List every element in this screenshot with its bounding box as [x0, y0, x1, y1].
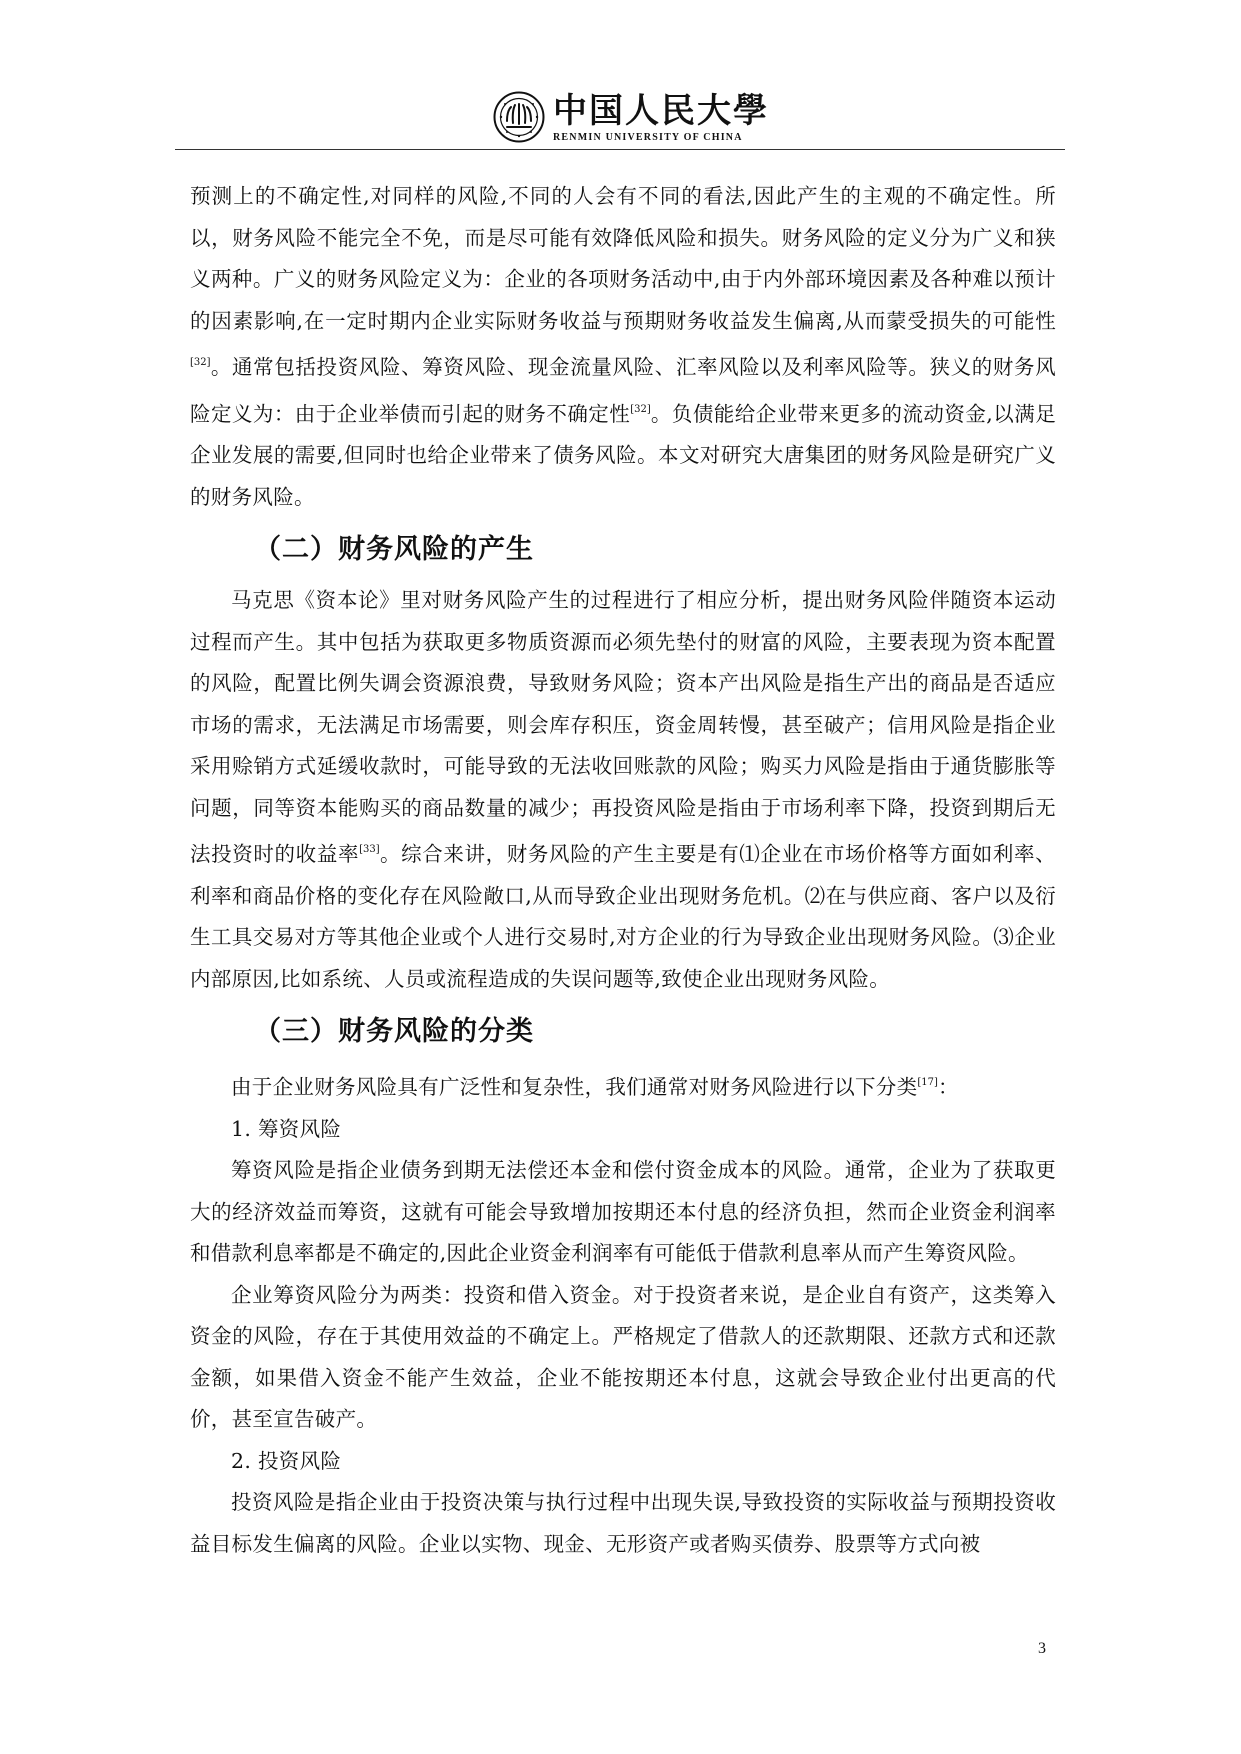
subheading-financing-risk: 1. 筹资风险: [231, 1116, 342, 1141]
citation-32: [32]: [630, 403, 651, 415]
text-run: 。综合来讲，财务风险的产生主要是有⑴企业在市场价格等方面如利率、利率和商品价格的变化存在风险敞口,从而导致企业出现财务危机。⑵在与供应商、客户以及衍生工具交易对方等其他企业或个人进行交易时,对方企业的行为导致企业出现财务风险。⑶企业内部原因,比如系统、人员或流程造成的失误问题等,致使企业出现财务风险。: [190, 842, 1056, 991]
paragraph-financing-risk: 筹资风险是指企业债务到期无法偿还本金和偿付资金成本的风险。通常，企业为了获取更大的经济效益而筹资，这就有可能会导致增加按期还本付息的经济负担，然而企业资金利润率和借款利息率都是不确定的,因此企业资金利润率有可能低于借款利息率从而产生筹资风险。: [190, 1158, 1056, 1265]
citation-32: [32]: [190, 357, 211, 368]
text-run: ：: [937, 1075, 959, 1099]
text-run: 预测上的不确定性,对同样的风险,不同的人会有不同的看法,因此产生的主观的不确定性。所以，财务风险不能完全不免，而是尽可能有效降低风险和损失。财务风险的定义分为广义和狭义两种。广义的财务风险定义为：企业的各项财务活动中,由于内外部环境因素及各种难以预计的因素影响,在一定时期内企业实际财务收益与预期财务收益发生偏离,从而蒙受损失的可能性: [190, 184, 1056, 333]
page-number: 3: [1038, 1640, 1046, 1657]
section-heading-risk-origin: （二）财务风险的产生: [254, 534, 534, 565]
header-divider: [175, 149, 1065, 150]
paragraph-financing-risk-types: 企业筹资风险分为两类：投资和借入资金。对于投资者来说，是企业自有资产，这类筹入资金的风险，存在于其使用效益的不确定上。严格规定了借款人的还款期限、还款方式和还款金额，如果借入资金不能产生效益，企业不能按期还本付息，这就会导致企业付出更高的代价，甚至宣告破产。: [190, 1282, 1056, 1431]
text-run: 。通常包括投资风险、筹资风险、现金流量风险、汇率风险以及利率风险等。狭义的财务风险定义为：由于企业举债而引起的财务不确定性: [190, 355, 1056, 426]
text-run: 。负债能给企业带来更多的流动资金,以满足企业发展的需要,但同时也给企业带来了债务风险。本文对研究大唐集团的财务风险是研究广义的财务风险。: [190, 401, 1056, 509]
page-header: [175, 85, 1065, 151]
text-run: 马克思《资本论》里对财务风险产生的过程进行了相应分析，提出财务风险伴随资本运动过程而产生。其中包括为获取更多物质资源而必须先垫付的财富的风险，主要表现为资本配置的风险，配置比例失调会资源浪费，导致财务风险；资本产出风险是指生产出的商品是否适应市场的需求，无法满足市场需要，则会库存积压，资金周转慢，甚至破产；信用风险是指企业采用赊销方式延缓收款时，可能导致的无法收回账款的风险；购买力风险是指由于通货膨胀等问题，同等资本能购买的商品数量的减少；再投资风险是指由于市场利率下降，投资到期后无法投资时的收益率: [190, 588, 1056, 866]
text-run: 由于企业财务风险具有广泛性和复杂性，我们通常对财务风险进行以下分类: [231, 1075, 918, 1099]
university-seal-icon: [493, 91, 545, 143]
citation-33: [33]: [359, 844, 380, 855]
page-body: [190, 176, 1056, 1565]
logo-english-name: RENMIN UNIVERSITY OF CHINA: [553, 131, 743, 143]
logo-chinese-name: 中国人民大學: [553, 90, 769, 131]
paragraph-classification-intro: [190, 1062, 1056, 1109]
subheading-investment-risk: 2. 投资风险: [231, 1448, 342, 1473]
paragraph-financial-risk-definition: [190, 176, 1056, 518]
citation-17: [17]: [917, 1077, 938, 1088]
section-heading-risk-classification: （三）财务风险的分类: [254, 1016, 534, 1047]
paragraph-investment-risk: 投资风险是指企业由于投资决策与执行过程中出现失误,导致投资的实际收益与预期投资收益目标发生偏离的风险。企业以实物、现金、无形资产或者购买债券、股票等方式向被: [190, 1490, 1056, 1556]
paragraph-risk-origin: [190, 580, 1056, 1000]
university-logo: [493, 91, 769, 143]
